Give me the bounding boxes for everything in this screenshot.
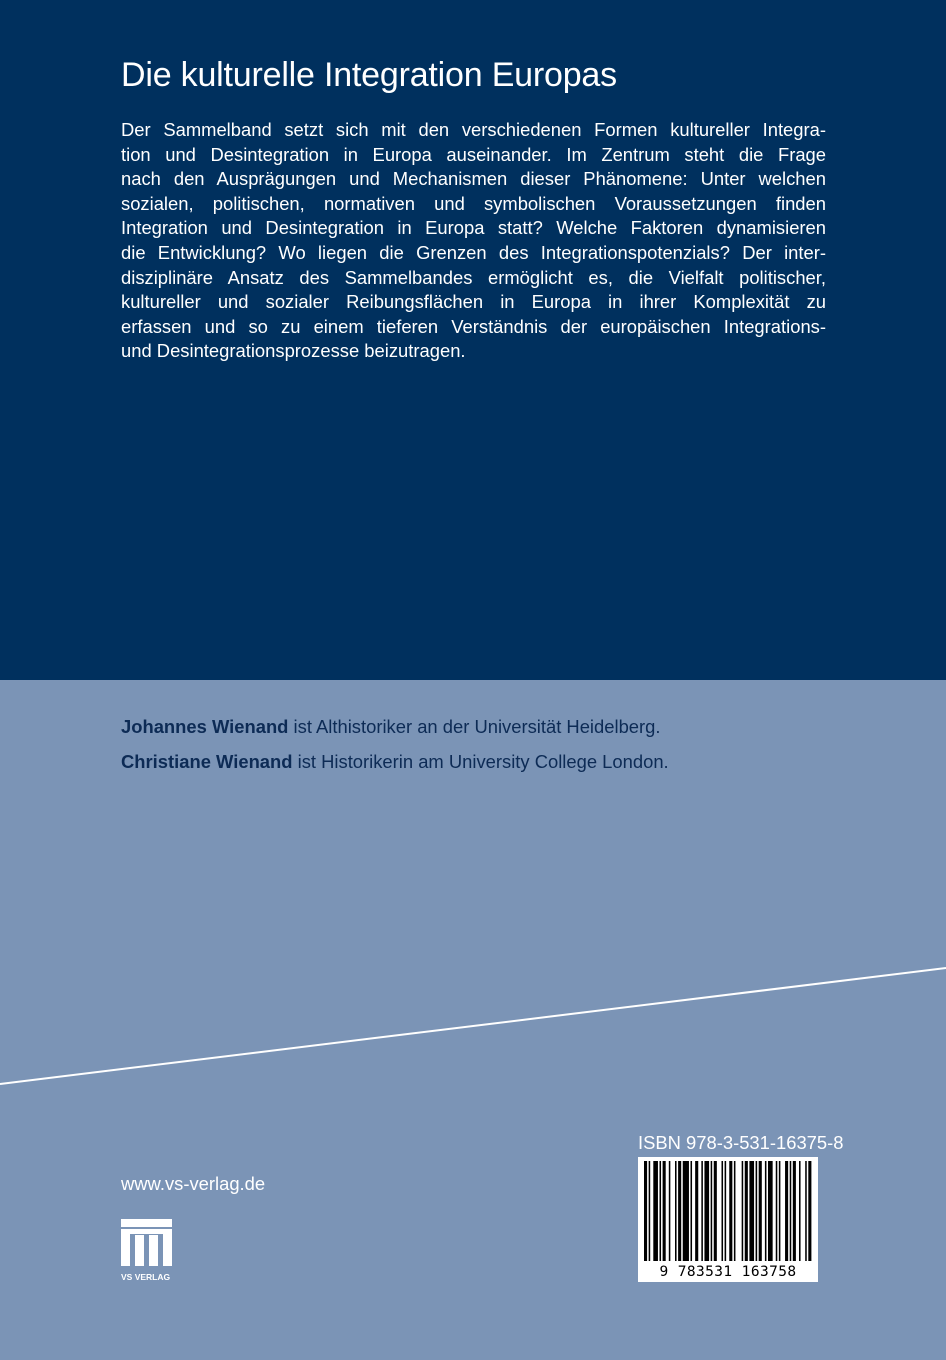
description-line: erfassen und so zu einem tieferen Verständnis der europäischen Integrations-: [121, 315, 826, 337]
barcode-bar: [765, 1161, 767, 1261]
barcode-bar: [734, 1161, 736, 1261]
barcode-bar: [785, 1161, 788, 1261]
barcode-bar: [663, 1161, 666, 1261]
author-johannes: [121, 716, 660, 738]
barcode-bar: [779, 1161, 781, 1261]
barcode-bar: [776, 1161, 778, 1261]
barcode-bar: [714, 1161, 717, 1261]
barcode-bar: [653, 1161, 658, 1261]
barcode-bar: [695, 1161, 698, 1261]
barcode-bar: [704, 1161, 709, 1261]
vs-verlag-logo-icon: [121, 1219, 175, 1283]
barcode-bar: [669, 1161, 671, 1261]
barcode-bar: [808, 1161, 811, 1261]
barcode-bar: [649, 1161, 651, 1261]
description-line: und Desintegrationsprozesse beizutragen.: [121, 340, 466, 362]
author-name: Christiane Wienand: [121, 751, 293, 772]
book-description: [121, 118, 826, 364]
barcode: [638, 1157, 818, 1282]
barcode-bar: [749, 1161, 754, 1261]
barcode-bar: [725, 1161, 727, 1261]
description-line: die Entwicklung? Wo liegen die Grenzen des Integrationspotenzials? Der inter-: [121, 241, 826, 263]
book-title: Die kulturelle Integration Europas: [121, 56, 617, 94]
author-bio: ist Althistoriker an der Universität Heidelberg.: [288, 716, 661, 737]
logo-text: VS VERLAG: [121, 1272, 171, 1282]
barcode-bar: [745, 1161, 748, 1261]
barcode-bar: [742, 1161, 744, 1261]
isbn-label: ISBN 978-3-531-16375-8: [638, 1132, 844, 1153]
barcode-bar: [644, 1161, 647, 1261]
diagonal-line: [0, 960, 946, 1090]
barcode-bar: [768, 1161, 773, 1261]
author-name: Johannes Wienand: [121, 716, 289, 737]
barcode-digits: 9 783531 163758: [659, 1264, 797, 1280]
description-line: Der Sammelband setzt sich mit den verschiedenen Formen kultureller Integra-: [121, 119, 826, 140]
barcode-bar: [805, 1161, 807, 1261]
barcode-bar: [756, 1161, 758, 1261]
barcode-bar: [722, 1161, 724, 1261]
barcode-bar: [660, 1161, 662, 1261]
publisher-website[interactable]: www.vs-verlag.de: [121, 1173, 266, 1194]
barcode-bar: [793, 1161, 796, 1261]
barcode-bar: [675, 1161, 677, 1261]
description-line: kultureller und sozialer Reibungsflächen in Europa in ihrer Komplexität zu: [121, 291, 826, 313]
barcode-bar: [701, 1161, 703, 1261]
barcode-bar: [759, 1161, 762, 1261]
barcode-bar: [683, 1161, 689, 1261]
description-line: disziplinäre Ansatz des Sammelbandes ermöglicht es, die Vielfalt politischer,: [121, 266, 826, 288]
barcode-bar: [678, 1161, 681, 1261]
barcode-bar: [729, 1161, 732, 1261]
description-line: nach den Ausprägungen und Mechanismen dieser Phänomene: Unter welchen: [121, 168, 826, 190]
barcode-bar: [691, 1161, 693, 1261]
description-line: sozialen, politischen, normativen und symbolischen Voraussetzungen finden: [121, 192, 826, 214]
description-line: Integration und Desintegration in Europa statt? Welche Faktoren dynamisieren: [121, 217, 826, 239]
description-line: tion und Desintegration in Europa auseinander. Im Zentrum steht die Frage: [121, 143, 826, 165]
barcode-bar: [711, 1161, 713, 1261]
barcode-bar: [790, 1161, 792, 1261]
barcode-bar: [799, 1161, 801, 1261]
author-bio: ist Historikerin am University College London.: [292, 751, 669, 772]
author-christiane: [121, 751, 669, 773]
